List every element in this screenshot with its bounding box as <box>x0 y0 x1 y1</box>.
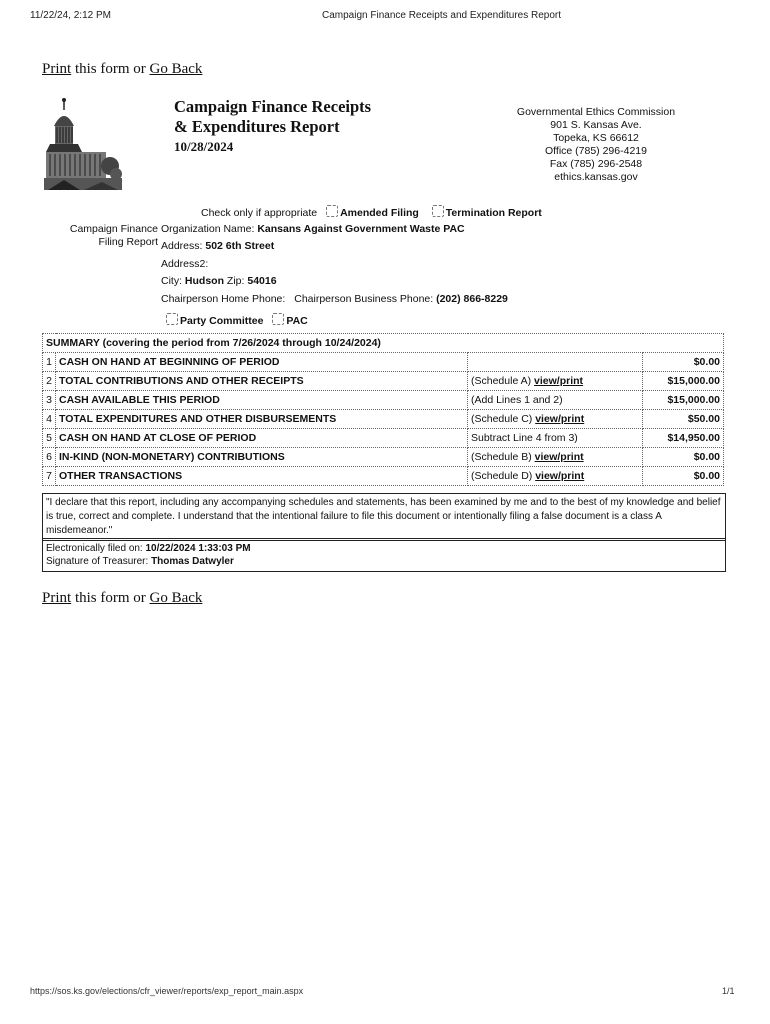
schedule-text: (Schedule A) <box>471 375 535 387</box>
declaration-text: "I declare that this report, including any accompanying schedules and statements, has been examined by me and to the best of my knowledge and belief is true, correct and complete. I understand that the intentional failure to file this document or intentionally filing a false document is a class A misdemeanor." <box>42 493 726 541</box>
row-number: 5 <box>43 429 56 448</box>
nav-middle-text: this form or <box>71 61 150 77</box>
go-back-link[interactable]: Go Back <box>149 61 203 77</box>
business-phone-value: (202) 866-8229 <box>436 293 508 305</box>
commission-fax: Fax (785) 296-2548 <box>549 158 643 170</box>
amended-filing-label: Amended Filing <box>340 207 419 219</box>
filed-on-label: Electronically filed on: <box>46 543 143 554</box>
summary-row <box>43 448 724 467</box>
print-link[interactable]: Print <box>42 61 72 77</box>
print-link[interactable]: Print <box>42 590 72 606</box>
schedule-text: Subtract Line 4 from 3) <box>471 432 578 444</box>
org-name-label: Organization Name: <box>161 223 255 235</box>
go-back-link[interactable]: Go Back <box>149 590 203 606</box>
address-value: 502 6th Street <box>205 240 275 252</box>
row-label: OTHER TRANSACTIONS <box>56 467 468 486</box>
filed-on-line <box>46 542 722 555</box>
summary-row <box>43 391 724 410</box>
row-schedule <box>468 372 643 391</box>
party-committee-checkbox[interactable] <box>166 313 178 325</box>
row-amount: $50.00 <box>643 410 724 429</box>
row-schedule <box>468 353 643 372</box>
side-label-line1: Campaign Finance <box>69 223 158 235</box>
commission-website: ethics.kansas.gov <box>554 171 638 183</box>
row-number: 1 <box>43 353 56 372</box>
row-schedule <box>468 410 643 429</box>
row-amount: $0.00 <box>643 353 724 372</box>
phone-line <box>161 293 508 305</box>
schedule-c-view-print-link[interactable]: view/print <box>535 413 585 425</box>
report-date: 10/28/2024 <box>174 139 234 154</box>
zip-value: 54016 <box>247 275 277 287</box>
row-amount: $14,950.00 <box>643 429 724 448</box>
nav-middle-text: this form or <box>71 590 150 606</box>
address-label: Address: <box>161 240 203 252</box>
zip-label: Zip: <box>226 275 245 287</box>
print-url: https://sos.ks.gov/elections/cfr_viewer/reports/exp_report_main.aspx <box>30 986 304 996</box>
row-amount: $15,000.00 <box>643 372 724 391</box>
print-page-count: 1/1 <box>722 986 735 996</box>
org-name-value: Kansans Against Government Waste PAC <box>257 223 465 235</box>
row-schedule <box>468 448 643 467</box>
report-title <box>174 97 371 157</box>
commission-street: 901 S. Kansas Ave. <box>550 119 642 131</box>
schedule-text: (Add Lines 1 and 2) <box>471 394 563 406</box>
row-amount: $0.00 <box>643 467 724 486</box>
schedule-a-view-print-link[interactable]: view/print <box>534 375 584 387</box>
city-value: Hudson <box>184 275 224 287</box>
filed-on-value: 10/22/2024 1:33:03 PM <box>145 543 251 554</box>
schedule-text: (Schedule D) <box>471 470 536 482</box>
summary-row <box>43 467 724 486</box>
print-timestamp: 11/22/24, 2:12 PM <box>30 10 111 21</box>
filing-options <box>201 205 542 219</box>
amended-filing-checkbox[interactable] <box>326 205 338 217</box>
commission-city: Topeka, KS 66612 <box>553 132 639 144</box>
summary-header: SUMMARY (covering the period from 7/26/2024 through 10/24/2024) <box>43 334 724 353</box>
organization-name-line <box>161 223 465 235</box>
address2-label: Address2: <box>161 258 209 270</box>
schedule-text: (Schedule B) <box>471 451 535 463</box>
pac-checkbox[interactable] <box>272 313 284 325</box>
party-committee-label: Party Committee <box>180 315 264 327</box>
schedule-b-view-print-link[interactable]: view/print <box>534 451 584 463</box>
row-number: 6 <box>43 448 56 467</box>
summary-row <box>43 372 724 391</box>
top-nav <box>42 61 202 78</box>
address-line <box>161 240 274 252</box>
row-amount: $15,000.00 <box>643 391 724 410</box>
schedule-d-view-print-link[interactable]: view/print <box>535 470 585 482</box>
print-page-title: Campaign Finance Receipts and Expenditures Report <box>322 10 562 21</box>
row-schedule <box>468 429 643 448</box>
commission-name: Governmental Ethics Commission <box>516 106 676 118</box>
summary-table <box>42 333 724 486</box>
row-number: 2 <box>43 372 56 391</box>
row-label: TOTAL EXPENDITURES AND OTHER DISBURSEMENTS <box>56 410 468 429</box>
committee-type <box>166 313 308 327</box>
row-amount: $0.00 <box>643 448 724 467</box>
home-phone-label: Chairperson Home Phone: <box>161 293 286 305</box>
report-title-line1: Campaign Finance Receipts <box>174 97 372 116</box>
city-label: City: <box>161 275 182 287</box>
row-label: CASH AVAILABLE THIS PERIOD <box>56 391 468 410</box>
commission-office-phone: Office (785) 296-4219 <box>545 145 647 157</box>
city-zip-line <box>161 275 277 287</box>
treasurer-signature-line <box>46 555 722 568</box>
row-schedule <box>468 391 643 410</box>
business-phone-label: Chairperson Business Phone: <box>294 293 434 305</box>
row-schedule <box>468 467 643 486</box>
schedule-text: (Schedule C) <box>471 413 536 425</box>
signature-label: Signature of Treasurer: <box>46 556 149 567</box>
row-number: 7 <box>43 467 56 486</box>
filing-report-side-label <box>62 223 158 249</box>
row-label: CASH ON HAND AT CLOSE OF PERIOD <box>56 429 468 448</box>
termination-report-label: Termination Report <box>445 207 542 219</box>
termination-report-checkbox[interactable] <box>432 205 444 217</box>
pac-label: PAC <box>286 315 308 327</box>
row-label: TOTAL CONTRIBUTIONS AND OTHER RECEIPTS <box>56 372 468 391</box>
commission-address <box>496 106 696 184</box>
check-label: Check only if appropriate <box>201 207 318 219</box>
summary-row <box>43 353 724 372</box>
row-label: IN-KIND (NON-MONETARY) CONTRIBUTIONS <box>56 448 468 467</box>
row-number: 4 <box>43 410 56 429</box>
kansas-capitol-logo <box>44 96 122 194</box>
signature-value: Thomas Datwyler <box>151 556 234 567</box>
summary-row <box>43 429 724 448</box>
side-label-line2: Filing Report <box>98 236 158 248</box>
row-label: CASH ON HAND AT BEGINNING OF PERIOD <box>56 353 468 372</box>
row-number: 3 <box>43 391 56 410</box>
bottom-nav <box>42 590 202 607</box>
efile-block <box>42 538 726 572</box>
report-title-line2: & Expenditures Report <box>174 117 340 136</box>
summary-row <box>43 410 724 429</box>
